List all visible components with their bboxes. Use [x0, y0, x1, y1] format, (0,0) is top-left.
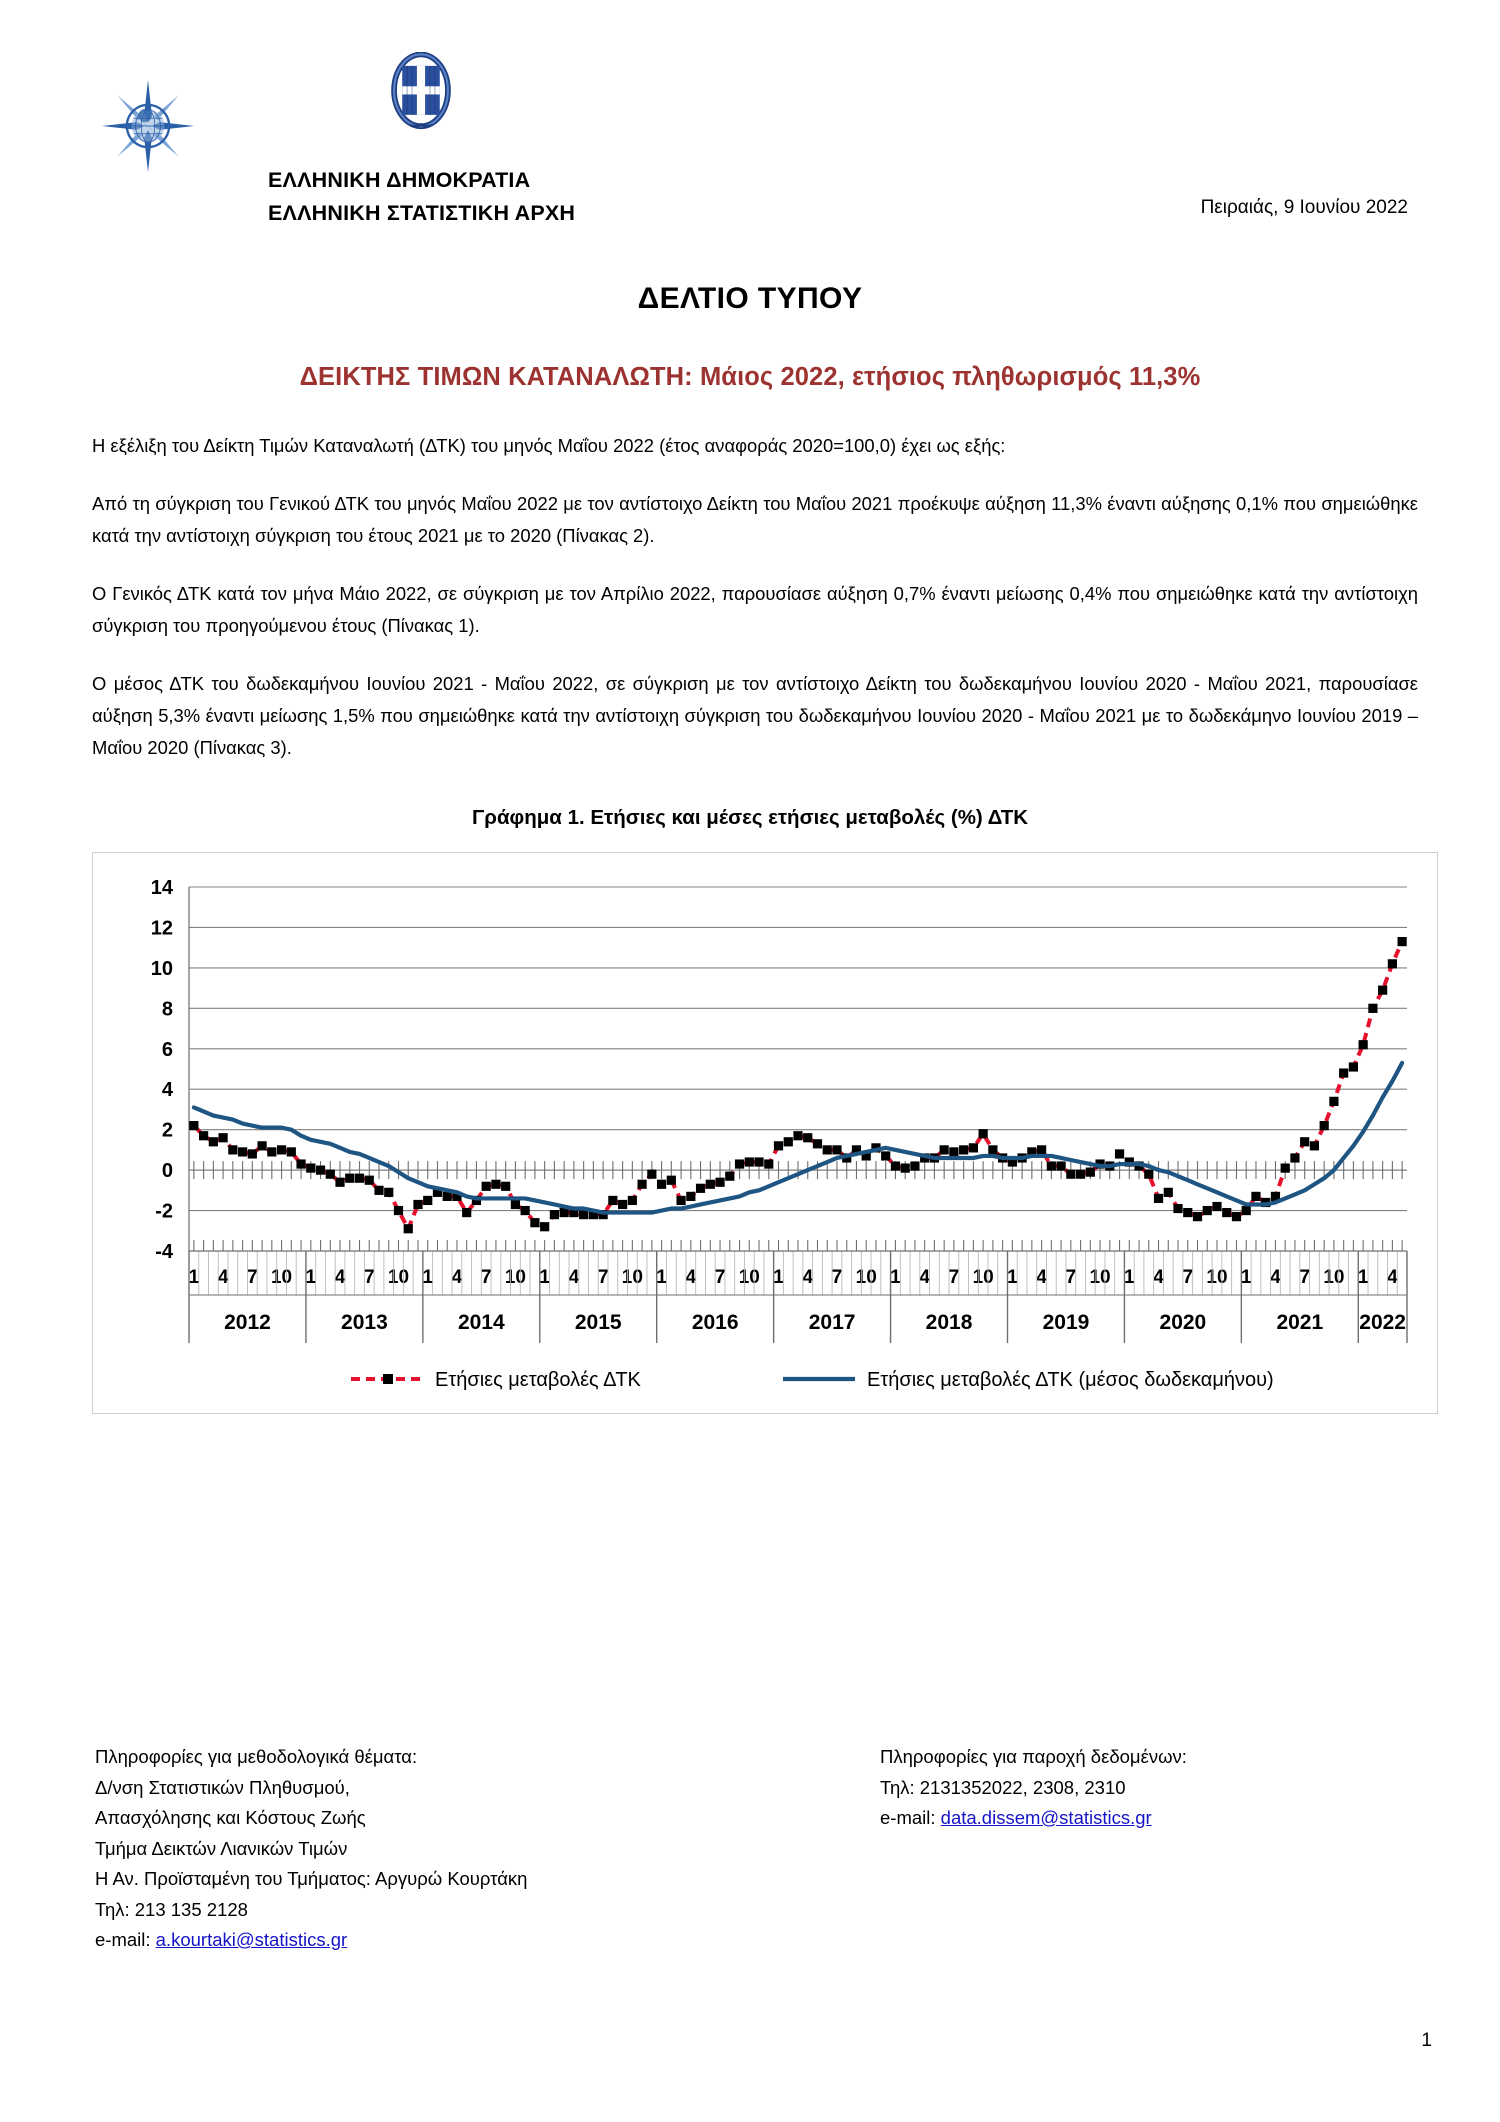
series-marker	[1359, 1040, 1368, 1049]
series-marker	[959, 1145, 968, 1154]
series-marker	[949, 1147, 958, 1156]
chart-container	[92, 852, 1438, 1414]
x-axis-month-label: 10	[1206, 1267, 1228, 1288]
paragraph-intro: Η εξέλιξη του Δείκτη Τιμών Καταναλωτή (ΔΤΚ) του μηνός Μαΐου 2022 (έτος αναφοράς 2020=100,0) έχει ως εξής:	[92, 435, 1006, 456]
series-marker	[199, 1131, 208, 1140]
series-marker	[413, 1200, 422, 1209]
x-axis-month-label: 4	[919, 1267, 930, 1288]
series-marker	[521, 1206, 530, 1215]
series-marker	[1349, 1062, 1358, 1071]
series-marker	[530, 1218, 539, 1227]
series-marker	[901, 1163, 910, 1172]
series-marker	[394, 1206, 403, 1215]
series-marker	[1310, 1141, 1319, 1150]
series-marker	[940, 1145, 949, 1154]
series-marker	[745, 1157, 754, 1166]
series-marker	[1398, 937, 1407, 946]
series-marker	[248, 1149, 257, 1158]
series-marker	[803, 1133, 812, 1142]
footer-right-email-row	[880, 1803, 1187, 1834]
series-marker	[326, 1170, 335, 1179]
x-axis-month-label: 10	[621, 1267, 643, 1288]
x-axis-year-label: 2019	[1042, 1311, 1090, 1334]
series-marker	[686, 1192, 695, 1201]
org-line-statistics-authority: ΕΛΛΗΝΙΚΗ ΣΤΑΤΙΣΤΙΚΗ ΑΡΧΗ	[268, 201, 576, 225]
series-marker	[608, 1196, 617, 1205]
x-axis-month-label: 10	[738, 1267, 760, 1288]
footer-right-line-0: Πληροφορίες για παροχή δεδομένων:	[880, 1746, 1187, 1767]
x-axis-month-label: 7	[1182, 1267, 1194, 1288]
series-marker	[1193, 1212, 1202, 1221]
footer-right-email-label: e-mail:	[880, 1807, 941, 1828]
series-marker	[228, 1145, 237, 1154]
x-axis-month-label: 7	[1299, 1267, 1310, 1288]
series-marker	[1388, 959, 1397, 968]
x-axis-month-label: 4	[1387, 1267, 1398, 1288]
series-marker	[579, 1210, 588, 1219]
x-axis-year-label: 2017	[808, 1311, 856, 1334]
footer-left-line-2: Απασχόλησης και Κόστους Ζωής	[95, 1807, 366, 1828]
series-marker	[696, 1184, 705, 1193]
x-axis-year-label: 2020	[1159, 1311, 1207, 1334]
series-marker	[1086, 1168, 1095, 1177]
organization-titles	[268, 164, 575, 230]
footer-left-email-row	[95, 1925, 527, 1956]
series-marker	[540, 1222, 549, 1231]
series-marker	[1183, 1208, 1192, 1217]
series-marker	[257, 1141, 266, 1150]
x-axis-month-label: 4	[451, 1267, 463, 1288]
series-marker	[725, 1172, 734, 1181]
x-axis-year-label: 2015	[574, 1311, 622, 1334]
org-line-republic: ΕΛΛΗΝΙΚΗ ΔΗΜΟΚΡΑΤΙΑ	[268, 168, 531, 192]
series-marker	[209, 1137, 218, 1146]
series-marker	[374, 1186, 383, 1195]
x-axis-month-label: 1	[1124, 1267, 1135, 1288]
series-marker	[988, 1145, 997, 1154]
series-marker	[365, 1176, 374, 1185]
footer-right-line-1: Τηλ: 2131352022, 2308, 2310	[880, 1776, 1126, 1798]
x-axis-month-label: 7	[1065, 1267, 1077, 1288]
series-line-annual-changes	[194, 942, 1402, 1229]
x-axis-month-label: 10	[270, 1267, 293, 1288]
x-axis-month-label: 1	[1240, 1267, 1252, 1288]
x-axis-month-label: 1	[422, 1267, 434, 1288]
series-marker	[1378, 986, 1387, 995]
x-axis-month-label: 10	[387, 1267, 410, 1288]
series-marker	[1154, 1194, 1163, 1203]
y-axis-tick-label: 14	[150, 877, 173, 899]
x-axis-month-label: 7	[831, 1267, 843, 1288]
series-marker	[1076, 1170, 1085, 1179]
series-marker	[491, 1180, 500, 1189]
x-axis-month-label: 10	[972, 1267, 994, 1288]
series-marker	[1056, 1161, 1065, 1170]
y-axis-tick-label: 10	[150, 957, 173, 980]
y-axis-tick-label: -2	[155, 1200, 173, 1223]
footer-left-email-label: e-mail:	[95, 1929, 156, 1950]
series-marker	[443, 1192, 452, 1201]
series-marker	[189, 1121, 198, 1130]
series-marker	[1320, 1121, 1329, 1130]
subject-title: ΔΕΙΚΤΗΣ ΤΙΜΩΝ ΚΑΤΑΝΑΛΩΤΗ: Μάιος 2022, ετήσιος πληθωρισμός 11,3%	[299, 363, 1201, 391]
y-axis-tick-label: 12	[150, 917, 173, 940]
series-marker	[1144, 1170, 1153, 1179]
series-marker	[550, 1210, 559, 1219]
series-marker	[1037, 1145, 1046, 1154]
series-marker	[628, 1196, 637, 1205]
series-marker	[706, 1180, 715, 1189]
x-axis-month-label: 1	[890, 1267, 901, 1288]
series-marker	[735, 1159, 744, 1168]
series-marker	[881, 1151, 890, 1160]
elstat-compass-logo	[100, 78, 196, 174]
press-release-title: ΔΕΛΤΙΟ ΤΥΠΟΥ	[637, 282, 863, 315]
series-marker	[637, 1180, 646, 1189]
y-axis-tick-label: 2	[161, 1119, 173, 1142]
legend-label-annual: Ετήσιες μεταβολές ΔΤΚ	[435, 1369, 641, 1391]
series-marker	[764, 1159, 773, 1168]
y-axis-tick-label: 6	[161, 1038, 173, 1061]
x-axis-month-label: 7	[480, 1267, 492, 1288]
series-marker	[1329, 1097, 1338, 1106]
series-marker	[267, 1147, 276, 1156]
x-axis-month-label: 10	[1323, 1267, 1345, 1288]
x-axis-month-label: 7	[714, 1267, 726, 1288]
body-text	[92, 430, 1418, 764]
series-marker	[1290, 1153, 1299, 1162]
series-marker	[1300, 1137, 1309, 1146]
series-marker	[832, 1145, 841, 1154]
publication-date: Πειραιάς, 9 Ιουνίου 2022	[1200, 197, 1408, 218]
footer-methodology-contact	[95, 1742, 527, 1956]
x-axis-month-label: 10	[1089, 1267, 1111, 1288]
series-marker	[784, 1137, 793, 1146]
x-axis-month-label: 7	[363, 1267, 375, 1288]
footer-left-line-0: Πληροφορίες για μεθοδολογικά θέματα:	[95, 1746, 418, 1767]
x-axis-month-label: 1	[1357, 1267, 1369, 1288]
footer-left-line-4: Η Αν. Προϊσταμένη του Τμήματος: Αργυρώ Κουρτάκη	[95, 1868, 528, 1889]
x-axis-month-label: 10	[504, 1267, 526, 1288]
x-axis-month-label: 7	[247, 1267, 258, 1288]
x-axis-year-label: 2014	[457, 1311, 505, 1334]
series-marker	[355, 1174, 364, 1183]
series-marker	[238, 1147, 247, 1156]
x-axis-month-label: 4	[802, 1267, 814, 1288]
series-marker	[1339, 1068, 1348, 1077]
series-marker	[296, 1159, 305, 1168]
series-marker	[823, 1145, 832, 1154]
x-axis-year-label: 2018	[925, 1311, 973, 1334]
series-marker	[1222, 1208, 1231, 1217]
series-marker	[560, 1208, 569, 1217]
x-axis-year-label: 2016	[691, 1311, 739, 1334]
paragraph-monthly-change: Ο Γενικός ΔΤΚ κατά τον μήνα Μάιο 2022, σε σύγκριση με τον Απρίλιο 2022, παρουσίασε αύξηση 0,7% έναντι μείωσης 0,4% που σημειώθηκε κατά την αντίστοιχη σύγκριση του προηγούμενου έτους (Πίνακας 1).	[92, 583, 1418, 636]
series-marker	[813, 1139, 822, 1148]
series-marker	[657, 1180, 666, 1189]
series-marker	[1203, 1206, 1212, 1215]
x-axis-month-label: 1	[188, 1267, 200, 1288]
legend-marker-annual	[383, 1374, 393, 1384]
series-marker	[1066, 1170, 1075, 1179]
footer-left-email-link[interactable]: a.kourtaki@statistics.gr	[155, 1929, 348, 1950]
paragraph-twelve-month-average: Ο μέσος ΔΤΚ του δωδεκαμήνου Ιουνίου 2021 - Μαΐου 2022, σε σύγκριση με τον αντίστοιχο Δείκτη του δωδεκαμήνου Ιουνίου 2020 - Μαΐου 2021, παρουσίασε αύξηση 5,3% έναντι μείωσης 1,5% που σημειώθηκε κατά την αντίστοιχη σύγκριση του δωδεκαμήνου Ιουνίου 2020 - Μαΐου 2021 με το δωδεκάμηνο Ιουνίου 2019 – Μαΐου 2020 (Πίνακας 3).	[92, 673, 1418, 758]
document-header	[0, 0, 1500, 225]
x-axis-month-label: 4	[334, 1267, 346, 1288]
series-marker	[1251, 1192, 1260, 1201]
series-marker	[676, 1196, 685, 1205]
x-axis-month-label: 4	[1036, 1267, 1047, 1288]
legend-label-average: Ετήσιες μεταβολές ΔΤΚ (μέσος δωδεκαμήνου)	[867, 1369, 1274, 1391]
y-axis-tick-label: 0	[161, 1160, 173, 1183]
cpi-annual-changes-chart	[93, 853, 1437, 1411]
series-marker	[979, 1129, 988, 1138]
series-marker	[287, 1147, 296, 1156]
x-axis-month-label: 1	[539, 1267, 550, 1288]
x-axis-month-label: 10	[855, 1267, 877, 1288]
x-axis-month-label: 1	[656, 1267, 667, 1288]
series-marker	[306, 1163, 315, 1172]
series-marker	[1281, 1163, 1290, 1172]
paragraph-annual-change: Από τη σύγκριση του Γενικού ΔΤΚ του μηνός Μαΐου 2022 με τον αντίστοιχο Δείκτη του Μαΐου 2021 προέκυψε αύξηση 11,3% έναντι αύξησης 0,1% που σημειώθηκε κατά την αντίστοιχη σύγκριση του έτους 2021 με το 2020 (Πίνακας 2).	[92, 493, 1418, 546]
series-marker	[1047, 1161, 1056, 1170]
x-axis-year-label: 2013	[341, 1311, 388, 1334]
x-axis-month-label: 4	[1153, 1267, 1164, 1288]
series-marker	[462, 1208, 471, 1217]
y-axis-tick-label: 4	[161, 1079, 173, 1102]
series-marker	[1173, 1204, 1182, 1213]
series-marker	[618, 1200, 627, 1209]
series-marker	[316, 1166, 325, 1175]
series-marker	[754, 1157, 763, 1166]
series-marker	[647, 1170, 656, 1179]
footer-right-email-link[interactable]: data.dissem@statistics.gr	[940, 1807, 1152, 1828]
hellenic-republic-emblem	[388, 52, 454, 132]
x-axis-month-label: 7	[597, 1267, 609, 1288]
series-marker	[910, 1161, 919, 1170]
series-marker	[511, 1200, 520, 1209]
x-axis-month-label: 1	[1007, 1267, 1018, 1288]
x-axis-month-label: 4	[1270, 1267, 1281, 1288]
x-axis-month-label: 7	[948, 1267, 960, 1288]
series-marker	[793, 1131, 802, 1140]
series-marker	[1242, 1206, 1251, 1215]
series-marker	[774, 1141, 783, 1150]
y-axis-tick-label: -4	[155, 1241, 173, 1263]
page-number: 1	[1421, 2030, 1432, 2051]
x-axis-year-label: 2022	[1359, 1311, 1406, 1334]
series-marker	[1212, 1202, 1221, 1211]
series-marker	[335, 1178, 344, 1187]
x-axis-month-label: 4	[685, 1267, 697, 1288]
series-marker	[891, 1161, 900, 1170]
y-axis-tick-label: 8	[161, 998, 173, 1021]
x-axis-month-label: 1	[773, 1267, 784, 1288]
chart-title: Γράφημα 1. Ετήσιες και μέσες ετήσιες μεταβολές (%) ΔΤΚ	[471, 806, 1029, 829]
series-marker	[1115, 1149, 1124, 1158]
footer-left-line-5: Τηλ: 213 135 2128	[95, 1898, 248, 1920]
series-marker	[667, 1176, 676, 1185]
series-marker	[277, 1145, 286, 1154]
series-marker	[482, 1182, 491, 1191]
x-axis-month-label: 4	[217, 1267, 229, 1288]
series-marker	[969, 1143, 978, 1152]
series-marker	[404, 1224, 413, 1233]
footer-data-contact	[880, 1742, 1187, 1834]
series-marker	[384, 1188, 393, 1197]
series-marker	[1368, 1004, 1377, 1013]
footer-left-line-3: Τμήμα Δεικτών Λιανικών Τιμών	[95, 1837, 348, 1859]
series-marker	[1164, 1188, 1173, 1197]
document-footer	[0, 1742, 1500, 2002]
footer-left-line-1: Δ/νση Στατιστικών Πληθυσμού,	[95, 1776, 350, 1798]
x-axis-month-label: 4	[568, 1267, 580, 1288]
x-axis-year-label: 2012	[224, 1311, 271, 1334]
series-marker	[1232, 1212, 1241, 1221]
series-marker	[423, 1196, 432, 1205]
x-axis-year-label: 2021	[1276, 1311, 1324, 1334]
x-axis-month-label: 1	[305, 1267, 317, 1288]
series-marker	[345, 1174, 354, 1183]
series-marker	[219, 1133, 228, 1142]
series-marker	[715, 1178, 724, 1187]
series-marker	[501, 1182, 510, 1191]
